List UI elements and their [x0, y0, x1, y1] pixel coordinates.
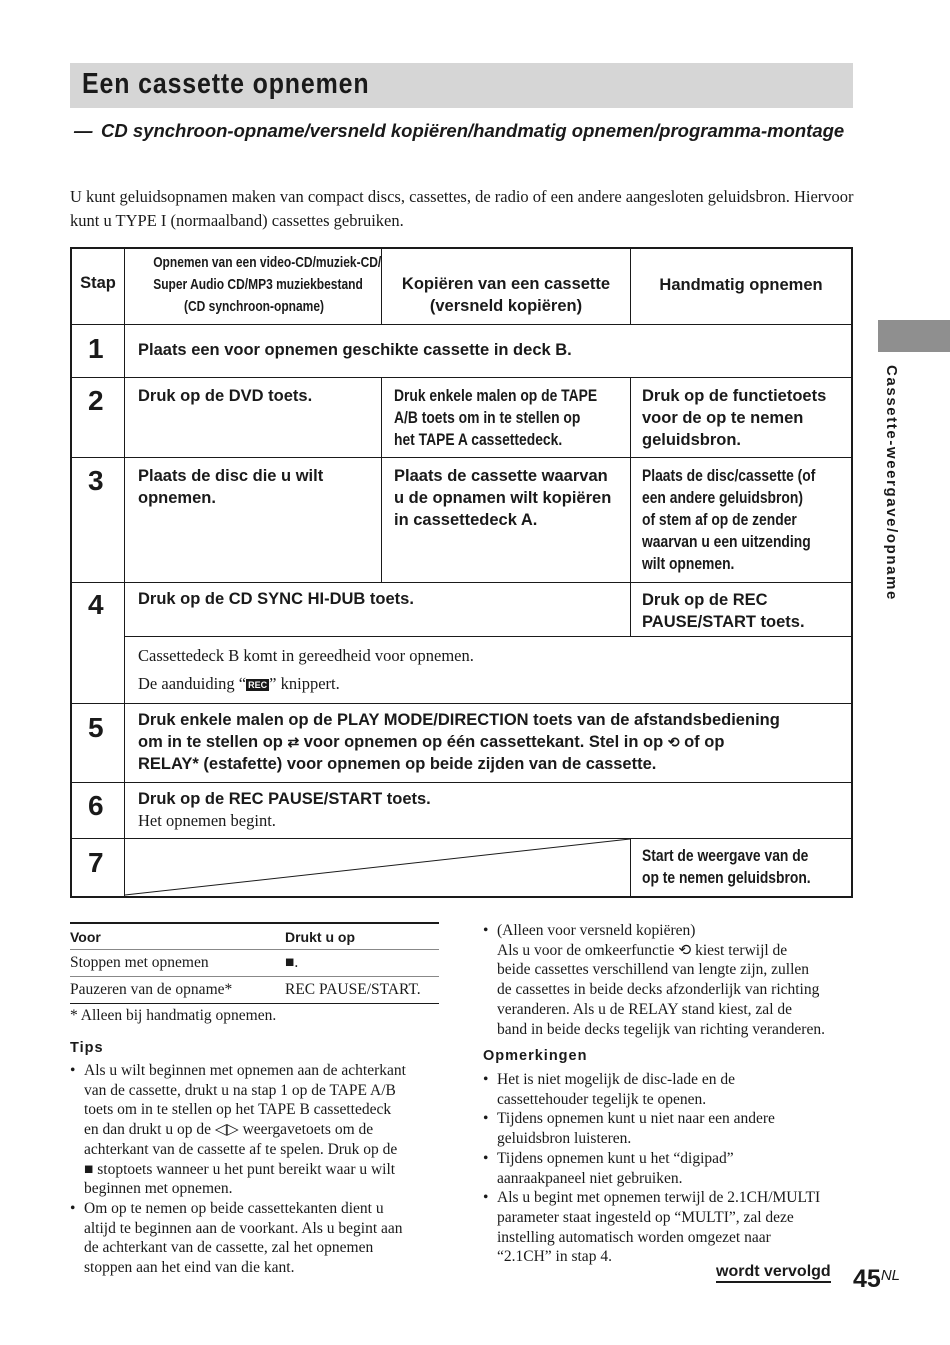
side-tab	[876, 365, 908, 645]
list-item: • Als u begint met opnemen terwijl de 2.1CH/MULTI parameter staat ingesteld op “MULTI”, zal deze instelling automatisch worden omgezet naar “2.1CH” in stap 4.	[483, 1188, 863, 1267]
notes-list	[483, 1070, 863, 1267]
step-4-number: 4	[88, 589, 104, 620]
list-item: • Tijdens opnemen kunt u het “digipad” aanraakpaneel niet gebruiken.	[483, 1149, 863, 1188]
step-2-manual: Druk op de functietoets voor de op te nemen geluidsbron.	[642, 387, 827, 449]
step-6-sub: Het opnemen begint.	[138, 811, 276, 830]
list-item: • Het is niet mogelijk de disc-lade en de cassettehouder tegelijk te openen.	[483, 1070, 863, 1109]
tips-list	[70, 1061, 445, 1278]
step-3-manual: Plaats de disc/cassette (of een andere geluidsbron) of stem af op de zender waarvan u een uitzending wilt opnemen.	[642, 467, 816, 573]
step-5-number: 5	[88, 712, 104, 743]
step-2-number: 2	[88, 385, 104, 416]
rec-indicator-icon: REC	[248, 680, 268, 690]
list-item: • (Alleen voor versneld kopiëren) Als u voor de omkeerfunctie ⟲ kiest terwijl de beide cassettes verschillend van lengte zijn, zullen de cassettes in beide decks afzonderlijk van richting veranderen. Als u de RELAY stand kiest, zal de band in beide decks tegelijk van richting veranderen.	[483, 921, 863, 1039]
reverse-mode-icon: ⟲	[667, 734, 680, 750]
side-tab-label: Cassette-weergave/opname	[883, 365, 900, 601]
notes-heading: Opmerkingen	[483, 1048, 588, 1064]
list-item: • Om op te nemen op beide cassettekanten dient u altijd te beginnen aan de voorkant. Als u begint aan de achterkant van de cassette, zal het opnemen stoppen aan het eind van die kant.	[70, 1199, 445, 1278]
subtitle-text: CD synchroon-opname/versneld kopiëren/handmatig opnemen/programma-montage	[101, 120, 845, 141]
page-number: $45^{NL}$	[853, 1265, 900, 1293]
step-5-text: Druk enkele malen op de PLAY MODE/DIRECTION toets van de afstandsbediening om in te stellen op ⇄ voor opnemen op één cassettekant. Stel in op ⟲ of op RELAY* (estafette) voor opnemen op beide zijden van de cassette.	[138, 711, 780, 773]
step-3-number: 3	[88, 465, 104, 496]
table-row-right: REC PAUSE/START.	[285, 981, 421, 998]
step-4-note-1: Cassettedeck B komt in gereedheid voor opnemen.	[138, 646, 474, 665]
subtitle	[74, 119, 864, 142]
header-copy-cassette: Kopiëren van een cassette (versneld kopiëren)	[401, 275, 611, 315]
step-3-cd: Plaats de disc die u wilt opnemen.	[138, 467, 324, 507]
step-2-copy: Druk enkele malen op de TAPE A/B toets om in te stellen op het TAPE A cassettedeck.	[394, 387, 598, 449]
step-7-manual: Start de weergave van de op te nemen geluidsbron.	[642, 847, 811, 887]
one-side-mode-icon: ⇄	[287, 734, 300, 750]
step-3-copy: Plaats de cassette waarvan u de opnamen wilt kopiëren in cassettedeck A.	[394, 467, 612, 529]
continued-label: wordt vervolgd	[716, 1262, 831, 1283]
header-manual-record: Handmatig opnemen	[659, 276, 823, 294]
step-1-number: 1	[88, 333, 104, 364]
table-row-left: Pauzeren van de opname*	[70, 981, 233, 998]
intro-paragraph: U kunt geluidsopnamen maken van compact discs, cassettes, de radio of een andere aangesloten geluidsbron. Hiervoor kunt u TYPE I (normaalband) cassettes gebruiken.	[70, 187, 854, 230]
subtitle-dash: —	[74, 120, 93, 141]
col-drukt-u-op: Drukt u op	[285, 929, 355, 945]
step-7-number: 7	[88, 847, 104, 878]
table-row-left: Stoppen met opnemen	[70, 954, 209, 971]
step-2-cd: Druk op de DVD toets.	[138, 387, 313, 405]
tips-heading: Tips	[70, 1040, 104, 1056]
recording-steps-table	[70, 247, 853, 898]
step-1-text: Plaats een voor opnemen geschikte cassette in deck B.	[138, 341, 572, 359]
side-tab-marker	[878, 320, 950, 352]
step-7-diagonal	[125, 839, 630, 896]
col-voor: Voor	[70, 929, 101, 945]
step-6-number: 6	[88, 790, 104, 821]
list-item: • Als u wilt beginnen met opnemen aan de achterkant van de cassette, drukt u na stap 1 op de TAPE A/B toets om in te stellen op het TAPE B cassettedeck en dan drukt u op de ◁▷ weergavetoets om de achterkant van de cassette af te spelen. Druk op de ■ stoptoets wanneer u het punt bereikt waar u wilt beginnen met opnemen.	[70, 1061, 445, 1199]
footnote: * Alleen bij handmatig opnemen.	[70, 1007, 277, 1024]
header-cd-sync: Opnemen van een video-CD/muziek-CD/ Super Audio CD/MP3 muziekbestand (CD synchroon-opname)	[153, 254, 382, 315]
page-title: Een cassette opnemen	[82, 68, 370, 100]
step-4-cd-copy: Druk op de CD SYNC HI-DUB toets.	[138, 590, 414, 608]
step-4-note-2: De aanduiding “ REC ” knippert.	[138, 674, 340, 693]
header-stap: Stap	[80, 274, 116, 292]
list-item: • Tijdens opnemen kunt u niet naar een andere geluidsbron luisteren.	[483, 1109, 863, 1148]
table-row-right: ■.	[285, 954, 299, 971]
step-6-text: Druk op de REC PAUSE/START toets.	[138, 790, 431, 808]
reverse-note	[483, 921, 863, 1039]
step-4-manual: Druk op de REC PAUSE/START toets.	[642, 591, 805, 631]
title-bar	[70, 63, 853, 108]
